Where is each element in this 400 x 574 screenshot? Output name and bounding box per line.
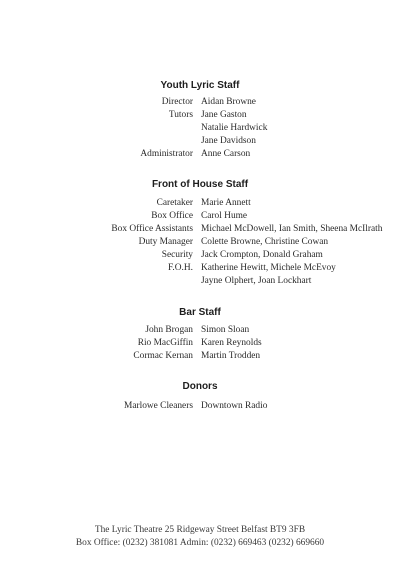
role-label: F.O.H. (167, 263, 193, 273)
staff-name: Jane Davidson (201, 136, 256, 146)
staff-name: Natalie Hardwick (201, 123, 268, 133)
staff-row (0, 109, 400, 122)
staff-name: Aidan Browne (201, 97, 256, 107)
donor-name: Downtown Radio (201, 401, 268, 411)
staff-name: Michael McDowell, Ian Smith, Sheena McIlrath (201, 224, 383, 234)
role-label: Duty Manager (138, 237, 193, 247)
staff-name: Jane Gaston (201, 110, 247, 120)
staff-name-left: Cormac Kernan (133, 351, 193, 361)
role-label: Administrator (140, 149, 193, 159)
staff-row (0, 135, 400, 148)
bar-staff-heading: Bar Staff (179, 307, 221, 318)
staff-name: Carol Hume (201, 211, 248, 221)
staff-row (0, 324, 400, 337)
staff-row (0, 275, 400, 288)
staff-name: Katherine Hewitt, Michele McEvoy (201, 263, 336, 273)
staff-row (0, 148, 400, 161)
staff-name: Jayne Olphert, Joan Lockhart (201, 276, 312, 286)
staff-name: Simon Sloan (201, 325, 250, 335)
staff-name: Martin Trodden (201, 351, 261, 361)
staff-name-left: Rio MacGiffin (137, 338, 193, 348)
staff-row (0, 249, 400, 262)
foh-staff-heading: Front of House Staff (151, 179, 249, 190)
donors-heading: Donors (182, 381, 218, 392)
role-label: Tutors (168, 110, 193, 120)
role-label: Director (161, 97, 193, 107)
staff-name: Karen Reynolds (201, 338, 262, 348)
role-label: Security (161, 250, 193, 260)
staff-row (0, 236, 400, 249)
staff-row (0, 337, 400, 350)
role-label: Box Office (151, 211, 193, 221)
staff-name: Colette Browne, Christine Cowan (201, 237, 329, 247)
role-label: Box Office Assistants (111, 224, 193, 234)
donor-row (0, 400, 400, 413)
staff-name: Anne Carson (201, 149, 251, 159)
staff-row (0, 223, 400, 236)
staff-name-left: John Brogan (145, 325, 193, 335)
staff-row (0, 210, 400, 223)
staff-row (0, 96, 400, 109)
footer-address: The Lyric Theatre 25 Ridgeway Street Belfast BT9 3FB (94, 525, 306, 535)
staff-row (0, 122, 400, 135)
donor-name-left: Marlowe Cleaners (124, 401, 193, 411)
youth-staff-heading: Youth Lyric Staff (160, 80, 240, 91)
staff-name: Jack Crompton, Donald Graham (201, 250, 323, 260)
staff-row (0, 350, 400, 363)
staff-row (0, 262, 400, 275)
role-label: Caretaker (156, 198, 193, 208)
staff-row (0, 197, 400, 210)
staff-name: Marie Annett (201, 198, 251, 208)
footer-phone-numbers: Box Office: (0232) 381081 Admin: (0232) 669463 (0232) 669660 (75, 538, 325, 548)
